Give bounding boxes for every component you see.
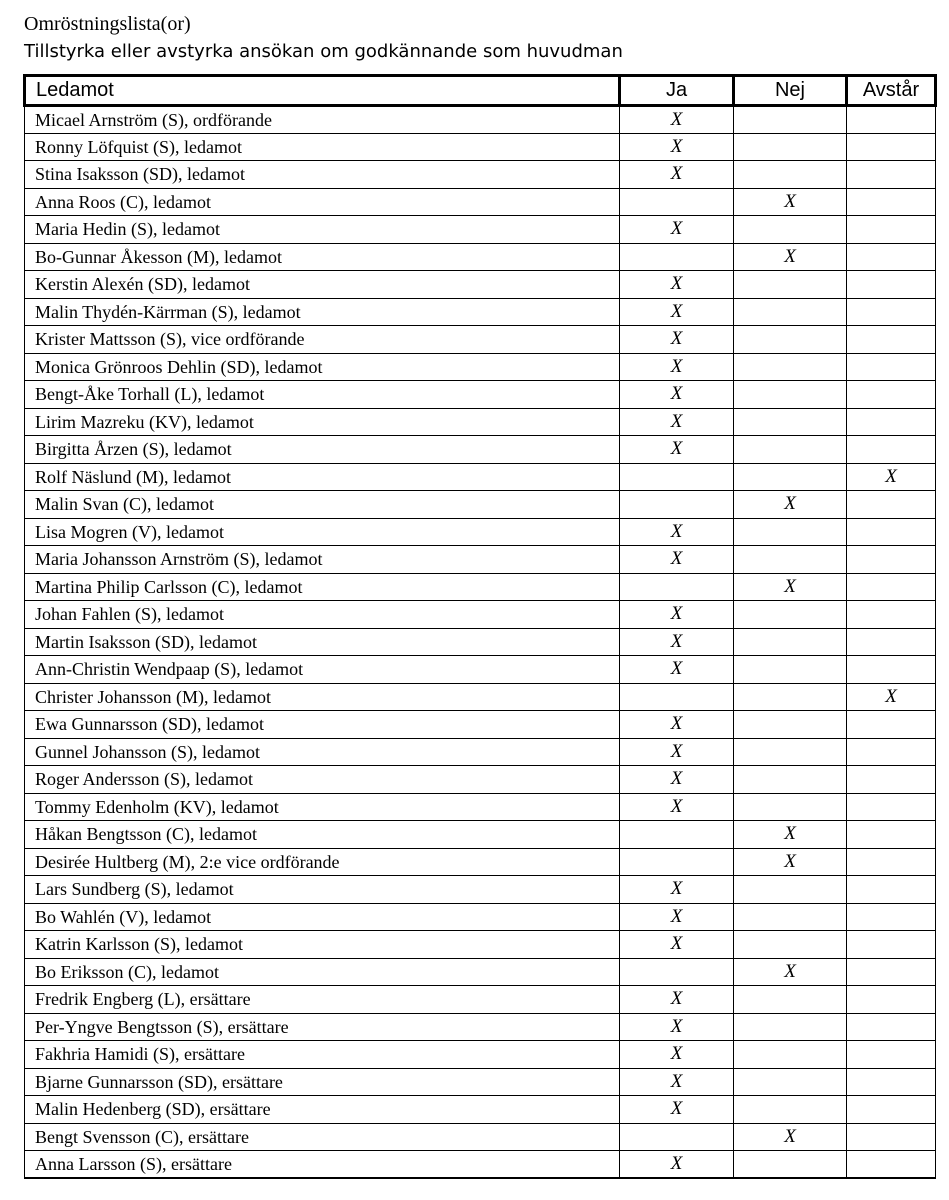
table-row [25, 958, 936, 986]
table-row [25, 821, 936, 849]
member-name: Bengt Svensson (C), ersättare [25, 1123, 620, 1151]
vote-cell-nej [734, 1123, 847, 1151]
member-name: Malin Hedenberg (SD), ersättare [25, 1096, 620, 1124]
vote-cell-nej [734, 188, 847, 216]
vote-mark: X [670, 1070, 683, 1092]
vote-cell-nej [734, 628, 847, 656]
vote-mark: X [670, 713, 683, 735]
member-name: Håkan Bengtsson (C), ledamot [25, 821, 620, 849]
member-name: Bo Eriksson (C), ledamot [25, 958, 620, 986]
member-name: Stina Isaksson (SD), ledamot [25, 161, 620, 189]
vote-cell-nej [734, 903, 847, 931]
vote-cell-avstar [847, 491, 936, 519]
vote-cell-avstar [847, 243, 936, 271]
vote-cell-ja [620, 711, 734, 739]
member-name: Maria Hedin (S), ledamot [25, 216, 620, 244]
vote-mark: X [670, 438, 683, 460]
vote-cell-avstar [847, 931, 936, 959]
vote-cell-avstar [847, 326, 936, 354]
vote-mark: X [784, 245, 796, 267]
member-name: Rolf Näslund (M), ledamot [25, 463, 620, 491]
member-name: Anna Roos (C), ledamot [25, 188, 620, 216]
vote-cell-nej [734, 463, 847, 491]
vote-cell-ja [620, 573, 734, 601]
vote-cell-avstar [847, 408, 936, 436]
vote-cell-ja [620, 106, 734, 134]
vote-cell-ja [620, 986, 734, 1014]
vote-cell-avstar [847, 738, 936, 766]
table-row [25, 188, 936, 216]
vote-cell-avstar [847, 986, 936, 1014]
table-row [25, 1123, 936, 1151]
member-name: Bo-Gunnar Åkesson (M), ledamot [25, 243, 620, 271]
vote-cell-ja [620, 518, 734, 546]
member-name: Lisa Mogren (V), ledamot [25, 518, 620, 546]
table-row [25, 931, 936, 959]
vote-cell-avstar [847, 1041, 936, 1069]
vote-cell-ja [620, 381, 734, 409]
table-row [25, 573, 936, 601]
vote-mark: X [670, 410, 683, 432]
vote-cell-nej [734, 766, 847, 794]
vote-mark: X [670, 1153, 683, 1174]
vote-cell-avstar [847, 793, 936, 821]
vote-mark: X [670, 630, 683, 652]
table-row [25, 1151, 936, 1179]
vote-cell-avstar [847, 436, 936, 464]
member-name: Lirim Mazreku (KV), ledamot [25, 408, 620, 436]
vote-cell-ja [620, 436, 734, 464]
vote-mark: X [670, 905, 683, 927]
vote-cell-nej [734, 793, 847, 821]
table-row [25, 106, 936, 134]
member-name: Fakhria Hamidi (S), ersättare [25, 1041, 620, 1069]
vote-cell-nej [734, 601, 847, 629]
vote-cell-ja [620, 1096, 734, 1124]
table-row [25, 683, 936, 711]
vote-cell-ja [620, 353, 734, 381]
member-name: Gunnel Johansson (S), ledamot [25, 738, 620, 766]
vote-cell-nej [734, 216, 847, 244]
table-row [25, 133, 936, 161]
table-row [25, 271, 936, 299]
table-row [25, 903, 936, 931]
table-row [25, 848, 936, 876]
vote-cell-ja [620, 133, 734, 161]
vote-cell-ja [620, 216, 734, 244]
vote-mark: X [670, 135, 683, 157]
table-row [25, 1068, 936, 1096]
vote-cell-nej [734, 1096, 847, 1124]
vote-mark: X [670, 273, 683, 295]
vote-cell-ja [620, 656, 734, 684]
member-name: Roger Andersson (S), ledamot [25, 766, 620, 794]
vote-cell-nej [734, 518, 847, 546]
vote-cell-ja [620, 188, 734, 216]
vote-cell-nej [734, 243, 847, 271]
table-row [25, 656, 936, 684]
vote-mark: X [784, 1125, 796, 1147]
member-name: Monica Grönroos Dehlin (SD), ledamot [25, 353, 620, 381]
vote-cell-avstar [847, 958, 936, 986]
table-row [25, 216, 936, 244]
table-row [25, 711, 936, 739]
vote-mark: X [670, 658, 683, 680]
vote-cell-nej [734, 1013, 847, 1041]
vote-cell-nej [734, 133, 847, 161]
vote-mark: X [670, 768, 683, 790]
vote-cell-ja [620, 271, 734, 299]
vote-mark: X [670, 163, 683, 185]
vote-cell-nej [734, 1151, 847, 1179]
vote-mark: X [670, 383, 683, 405]
table-row [25, 601, 936, 629]
member-name: Ronny Löfquist (S), ledamot [25, 133, 620, 161]
vote-cell-ja [620, 1041, 734, 1069]
vote-mark: X [670, 988, 683, 1010]
vote-cell-avstar [847, 766, 936, 794]
vote-mark: X [784, 575, 796, 597]
vote-cell-nej [734, 381, 847, 409]
vote-cell-nej [734, 106, 847, 134]
vote-cell-avstar [847, 821, 936, 849]
vote-table-body [25, 106, 936, 1179]
header-ledamot: Ledamot [25, 76, 620, 106]
vote-cell-avstar [847, 876, 936, 904]
vote-cell-avstar [847, 1096, 936, 1124]
vote-cell-nej [734, 436, 847, 464]
vote-cell-ja [620, 243, 734, 271]
vote-cell-nej [734, 161, 847, 189]
member-name: Ann-Christin Wendpaap (S), ledamot [25, 656, 620, 684]
vote-cell-ja [620, 931, 734, 959]
table-row [25, 628, 936, 656]
vote-mark: X [670, 355, 683, 377]
vote-cell-nej [734, 958, 847, 986]
table-row [25, 1013, 936, 1041]
member-name: Bjarne Gunnarsson (SD), ersättare [25, 1068, 620, 1096]
vote-cell-avstar [847, 381, 936, 409]
member-name: Malin Svan (C), ledamot [25, 491, 620, 519]
table-row [25, 326, 936, 354]
table-row [25, 1041, 936, 1069]
vote-cell-ja [620, 161, 734, 189]
document-subtitle: Tillstyrka eller avstyrka ansökan om godkännande som huvudman [24, 41, 623, 62]
vote-cell-ja [620, 1068, 734, 1096]
vote-cell-nej [734, 408, 847, 436]
table-row [25, 298, 936, 326]
vote-mark: X [885, 465, 897, 487]
vote-cell-ja [620, 298, 734, 326]
member-name: Micael Arnström (S), ordförande [25, 106, 620, 134]
member-name: Katrin Karlsson (S), ledamot [25, 931, 620, 959]
vote-cell-nej [734, 353, 847, 381]
member-name: Per-Yngve Bengtsson (S), ersättare [25, 1013, 620, 1041]
vote-cell-avstar [847, 628, 936, 656]
vote-cell-ja [620, 1151, 734, 1179]
vote-cell-nej [734, 1041, 847, 1069]
vote-cell-nej [734, 986, 847, 1014]
vote-mark: X [885, 685, 897, 707]
member-name: Krister Mattsson (S), vice ordförande [25, 326, 620, 354]
table-row [25, 381, 936, 409]
vote-cell-avstar [847, 573, 936, 601]
vote-cell-nej [734, 271, 847, 299]
table-row [25, 161, 936, 189]
vote-mark: X [670, 603, 683, 625]
vote-cell-nej [734, 848, 847, 876]
vote-table [23, 74, 937, 1179]
table-row [25, 353, 936, 381]
vote-cell-ja [620, 738, 734, 766]
vote-cell-nej [734, 931, 847, 959]
vote-cell-avstar [847, 1068, 936, 1096]
vote-cell-ja [620, 1013, 734, 1041]
vote-mark: X [670, 1098, 683, 1120]
vote-mark: X [670, 933, 683, 955]
member-name: Tommy Edenholm (KV), ledamot [25, 793, 620, 821]
header-avstar: Avstår [847, 76, 936, 106]
table-row [25, 793, 936, 821]
vote-cell-avstar [847, 298, 936, 326]
table-row [25, 738, 936, 766]
vote-mark: X [670, 795, 683, 817]
table-row [25, 986, 936, 1014]
member-name: Martin Isaksson (SD), ledamot [25, 628, 620, 656]
vote-cell-avstar [847, 1013, 936, 1041]
vote-cell-ja [620, 463, 734, 491]
vote-cell-avstar [847, 463, 936, 491]
vote-cell-nej [734, 326, 847, 354]
table-row [25, 408, 936, 436]
vote-cell-ja [620, 628, 734, 656]
vote-cell-nej [734, 876, 847, 904]
vote-cell-ja [620, 491, 734, 519]
vote-cell-ja [620, 683, 734, 711]
vote-cell-ja [620, 848, 734, 876]
vote-cell-nej [734, 711, 847, 739]
vote-cell-ja [620, 903, 734, 931]
vote-cell-nej [734, 683, 847, 711]
vote-mark: X [670, 108, 683, 130]
vote-cell-nej [734, 298, 847, 326]
vote-cell-nej [734, 1068, 847, 1096]
vote-cell-nej [734, 821, 847, 849]
vote-mark: X [670, 328, 683, 350]
member-name: Birgitta Årzen (S), ledamot [25, 436, 620, 464]
vote-cell-avstar [847, 188, 936, 216]
header-row [25, 76, 936, 106]
table-row [25, 518, 936, 546]
member-name: Ewa Gunnarsson (SD), ledamot [25, 711, 620, 739]
vote-cell-ja [620, 326, 734, 354]
member-name: Kerstin Alexén (SD), ledamot [25, 271, 620, 299]
table-row [25, 766, 936, 794]
member-name: Desirée Hultberg (M), 2:e vice ordförande [25, 848, 620, 876]
vote-mark: X [670, 520, 683, 542]
vote-cell-avstar [847, 903, 936, 931]
member-name: Fredrik Engberg (L), ersättare [25, 986, 620, 1014]
vote-cell-avstar [847, 546, 936, 574]
member-name: Lars Sundberg (S), ledamot [25, 876, 620, 904]
vote-cell-nej [734, 656, 847, 684]
vote-cell-avstar [847, 271, 936, 299]
member-name: Malin Thydén-Kärrman (S), ledamot [25, 298, 620, 326]
table-row [25, 436, 936, 464]
document-title: Omröstningslista(or) [24, 13, 191, 35]
vote-mark: X [784, 190, 796, 212]
vote-cell-avstar [847, 848, 936, 876]
vote-table-header [25, 76, 936, 106]
table-row [25, 1096, 936, 1124]
vote-cell-ja [620, 1123, 734, 1151]
vote-cell-avstar [847, 683, 936, 711]
vote-cell-ja [620, 546, 734, 574]
vote-mark: X [784, 850, 796, 872]
vote-cell-avstar [847, 1123, 936, 1151]
member-name: Bengt-Åke Torhall (L), ledamot [25, 381, 620, 409]
vote-cell-avstar [847, 711, 936, 739]
vote-cell-ja [620, 766, 734, 794]
vote-cell-ja [620, 793, 734, 821]
vote-cell-ja [620, 958, 734, 986]
vote-cell-nej [734, 738, 847, 766]
vote-cell-nej [734, 546, 847, 574]
vote-cell-avstar [847, 106, 936, 134]
vote-mark: X [784, 823, 796, 845]
member-name: Christer Johansson (M), ledamot [25, 683, 620, 711]
vote-cell-ja [620, 601, 734, 629]
member-name: Martina Philip Carlsson (C), ledamot [25, 573, 620, 601]
header-nej: Nej [734, 76, 847, 106]
member-name: Maria Johansson Arnström (S), ledamot [25, 546, 620, 574]
vote-mark: X [670, 548, 683, 570]
table-row [25, 243, 936, 271]
table-row [25, 876, 936, 904]
vote-mark: X [670, 218, 683, 240]
vote-cell-nej [734, 573, 847, 601]
vote-mark: X [670, 740, 683, 762]
vote-cell-ja [620, 876, 734, 904]
vote-mark: X [784, 960, 796, 982]
vote-cell-avstar [847, 353, 936, 381]
vote-cell-ja [620, 821, 734, 849]
member-name: Johan Fahlen (S), ledamot [25, 601, 620, 629]
table-row [25, 491, 936, 519]
member-name: Bo Wahlén (V), ledamot [25, 903, 620, 931]
vote-mark: X [670, 1015, 683, 1037]
vote-cell-avstar [847, 216, 936, 244]
vote-cell-avstar [847, 1151, 936, 1179]
vote-cell-avstar [847, 518, 936, 546]
vote-cell-avstar [847, 133, 936, 161]
table-row [25, 546, 936, 574]
vote-mark: X [670, 300, 683, 322]
header-ja: Ja [620, 76, 734, 106]
vote-mark: X [670, 1043, 683, 1065]
vote-cell-avstar [847, 656, 936, 684]
vote-cell-avstar [847, 601, 936, 629]
vote-cell-ja [620, 408, 734, 436]
member-name: Anna Larsson (S), ersättare [25, 1151, 620, 1179]
vote-mark: X [670, 878, 683, 900]
vote-cell-avstar [847, 161, 936, 189]
vote-mark: X [784, 493, 796, 515]
table-row [25, 463, 936, 491]
vote-cell-nej [734, 491, 847, 519]
